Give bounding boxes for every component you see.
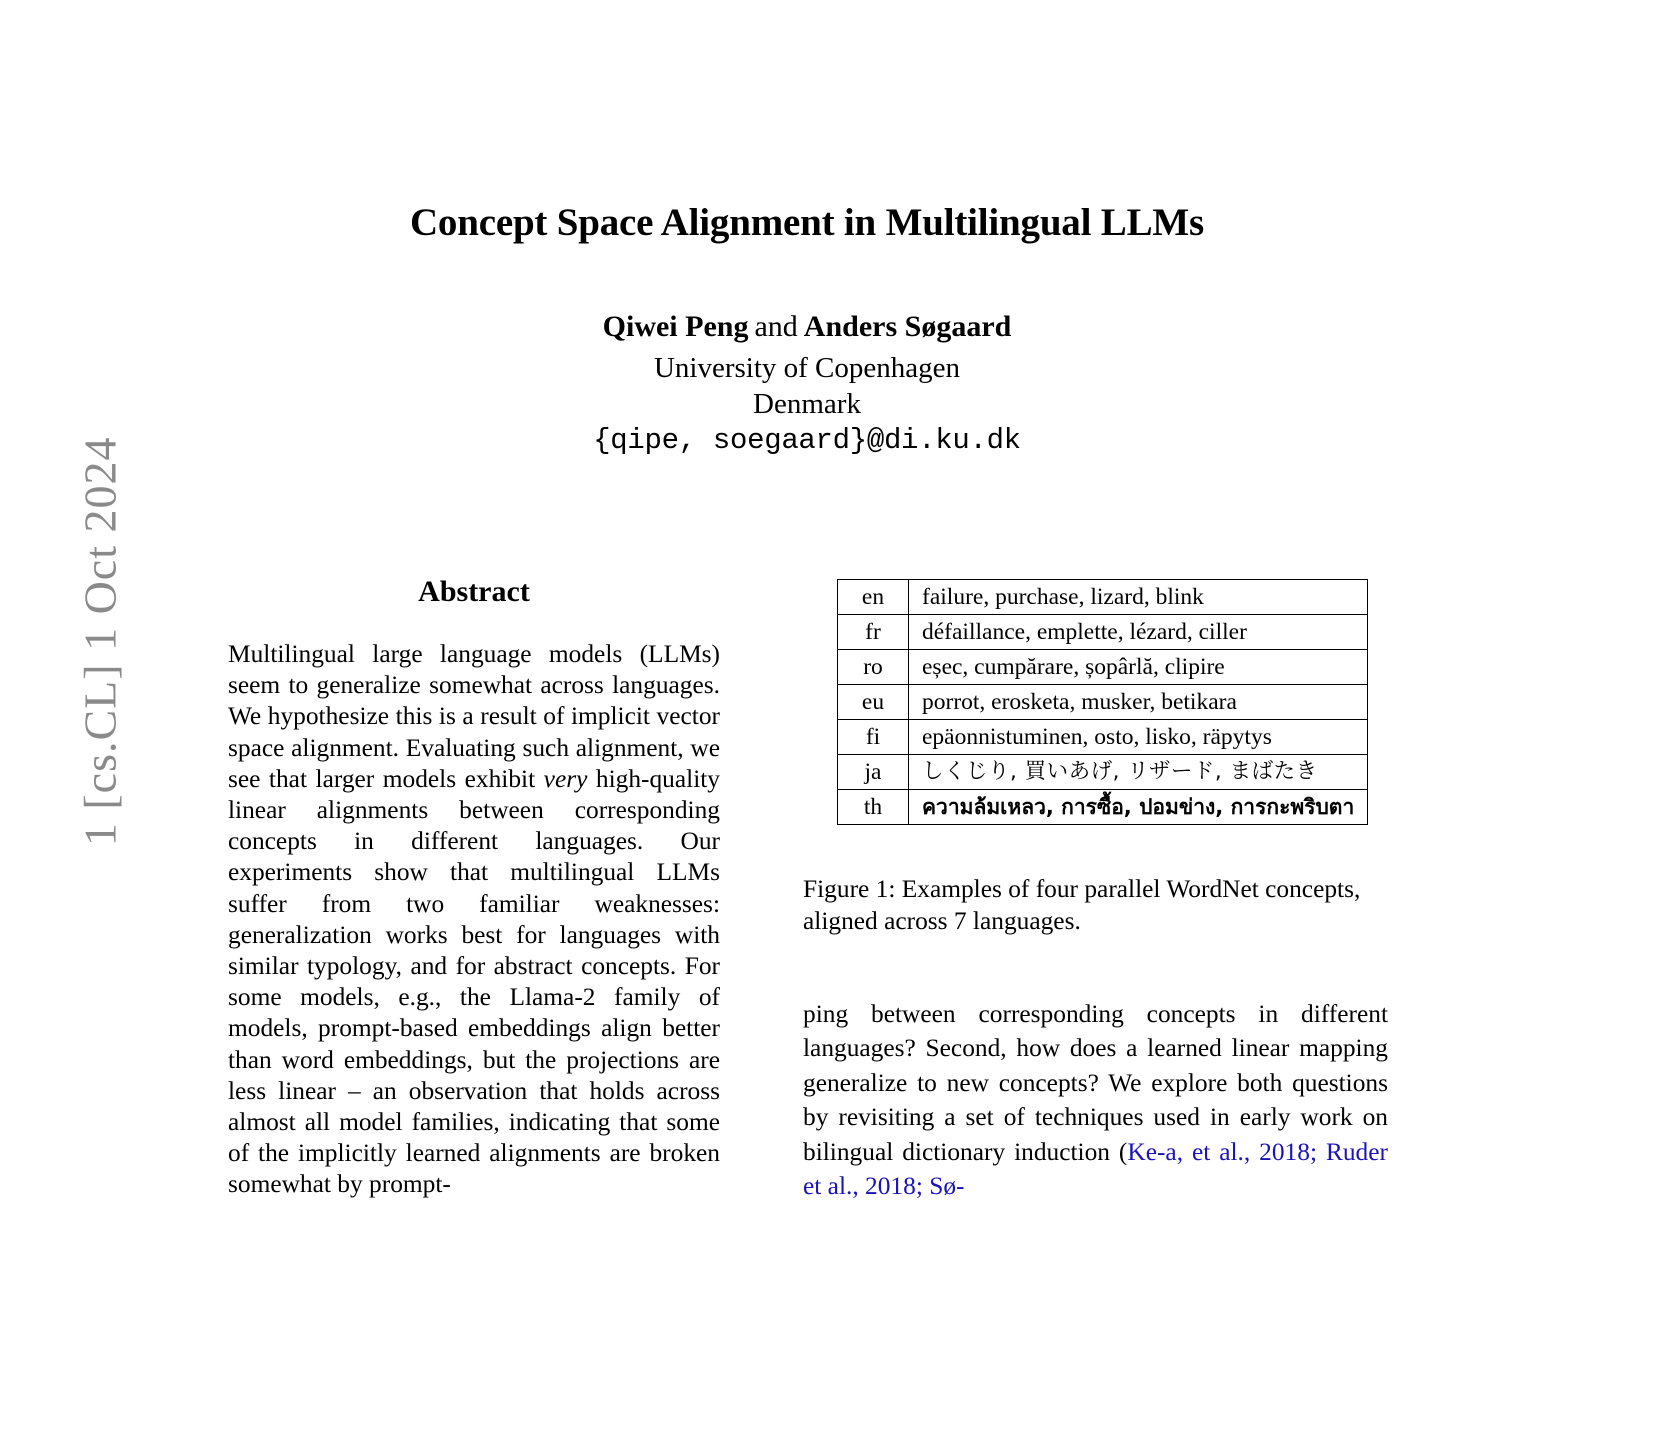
arxiv-identifier-stamp: 1 [cs.CL] 1 Oct 2024 [74,436,126,847]
table-row [838,720,1368,755]
table-cell-words: défaillance, emplette, lézard, ciller [909,615,1368,650]
table-cell-language: th [838,790,909,825]
left-column [228,575,720,1201]
table-row [838,580,1368,615]
table-row [838,615,1368,650]
author-list [227,310,1387,344]
abstract-text-part1: Multilingual large language models (LLMs) seem to generalize somewhat across languages. We hypothesize this is a result of implicit vector space alignment. Evaluating such alignment, we see that larger models exhibit [228,640,720,793]
table-cell-words: failure, purchase, lizard, blink [909,580,1368,615]
table-cell-words: porrot, erosketa, musker, betikara [909,685,1368,720]
table-cell-words: epäonnistuminen, osto, lisko, räpytys [909,720,1368,755]
paper-title: Concept Space Alignment in Multilingual LLMs [409,201,1205,244]
citation-link[interactable]: Ke- [1127,1137,1166,1166]
abstract-text-part2: high-quality linear alignments between corresponding concepts in different languages. Our experiments show that multilingual LLMs suffer from two familiar weaknesses: generalization works best for languages with similar typology, and for abstract concepts. For some models, e.g., the Llama-2 family of models, prompt-based embeddings align better than word embeddings, but the projections are less linear – an observation that holds across almost all model families, indicating that some of the implicitly learned alignments are broken somewhat by prompt- [228,764,721,1199]
body-paragraph [803,997,1388,1203]
author-name-second: Anders Søgaard [803,310,1012,343]
table-cell-language: eu [838,685,909,720]
affiliation: University of Copenhagen [653,352,961,384]
body-paragraph-text: ping between corresponding concepts in different languages? Second, how does a learned linear mapping generalize to new concepts? We explore both questions by revisiting a set of techniques used in early work on bilingual dictionary induction ( [803,1000,1388,1166]
figure-1-caption: Figure 1: Examples of four parallel WordNet concepts, aligned across 7 languages. [803,875,1361,935]
author-conjunction: and [754,310,798,343]
author-name-first: Qiwei Peng [602,310,749,343]
table-cell-words: eșec, cumpărare, șopârlă, clipire [909,650,1368,685]
abstract-heading: Abstract [418,575,530,608]
abstract-emphasis: very [543,764,588,793]
author-email: {qipe, soegaard}@di.ku.dk [593,424,1021,457]
citation-link-continuation[interactable]: a, et al., 2018; Ruder et al., 2018; Sø- [803,1137,1388,1201]
abstract-body [228,639,720,1201]
affiliation-country: Denmark [753,388,861,420]
table-cell-language: ro [838,650,909,685]
table-cell-language: fi [838,720,909,755]
table-cell-language: en [838,580,909,615]
table-cell-words: しくじり, 買いあげ, リザード, まばたき [909,755,1368,790]
figure-1-table-body [838,580,1368,825]
table-cell-words: ความล้มเหลว, การซื้อ, ปอมข่าง, การกะพริบตา [909,790,1368,825]
table-cell-language: fr [838,615,909,650]
table-row [838,685,1368,720]
figure-1-table [837,579,1368,825]
table-row [838,790,1368,825]
table-row [838,650,1368,685]
table-row [838,755,1368,790]
table-cell-language: ja [838,755,909,790]
right-column [803,575,1388,1203]
